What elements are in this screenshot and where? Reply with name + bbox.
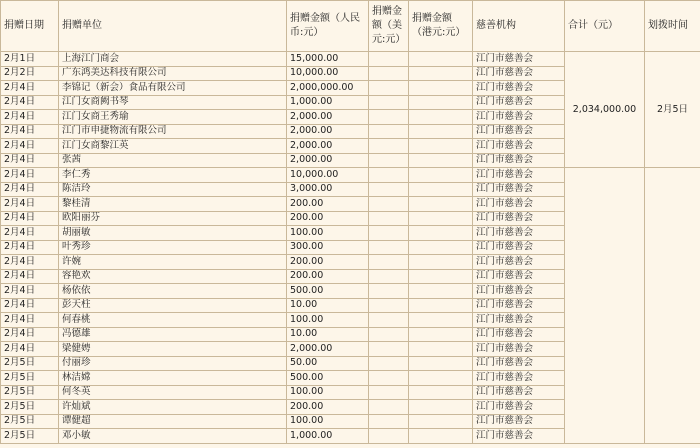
- cell-rmb: 2,000,000.00: [287, 81, 369, 96]
- cell-usd: [369, 342, 409, 357]
- cell-usd: [369, 52, 409, 67]
- cell-donor: 冯德雄: [59, 327, 287, 342]
- cell-org: 江门市慈善会: [473, 124, 565, 139]
- cell-donor: 许婉: [59, 255, 287, 270]
- cell-rmb: 3,000.00: [287, 182, 369, 197]
- cell-usd: [369, 371, 409, 386]
- cell-hkd: [409, 81, 473, 96]
- cell-rmb: 100.00: [287, 313, 369, 328]
- cell-hkd: [409, 414, 473, 429]
- cell-hkd: [409, 327, 473, 342]
- cell-usd: [369, 284, 409, 299]
- cell-hkd: [409, 211, 473, 226]
- cell-org: 江门市慈善会: [473, 327, 565, 342]
- cell-usd: [369, 313, 409, 328]
- cell-org: 江门市慈善会: [473, 414, 565, 429]
- cell-date: 2月5日: [1, 429, 59, 444]
- cell-org: 江门市慈善会: [473, 66, 565, 81]
- cell-date: 2月4日: [1, 153, 59, 168]
- cell-org: 江门市慈善会: [473, 110, 565, 125]
- cell-donor: 陈洁玲: [59, 182, 287, 197]
- cell-org: 江门市慈善会: [473, 298, 565, 313]
- cell-donor: 黎桂清: [59, 197, 287, 212]
- cell-date: 2月4日: [1, 313, 59, 328]
- cell-usd: [369, 95, 409, 110]
- cell-date: 2月4日: [1, 284, 59, 299]
- cell-donor: 彭天柱: [59, 298, 287, 313]
- header-total: 合计（元）: [565, 1, 645, 52]
- cell-donor: 容艳欢: [59, 269, 287, 284]
- cell-rmb: 200.00: [287, 255, 369, 270]
- cell-date: 2月4日: [1, 211, 59, 226]
- cell-date: 2月4日: [1, 168, 59, 183]
- cell-usd: [369, 139, 409, 154]
- cell-rmb: 100.00: [287, 385, 369, 400]
- cell-donor: 胡丽敏: [59, 226, 287, 241]
- cell-org: 江门市慈善会: [473, 255, 565, 270]
- cell-hkd: [409, 400, 473, 415]
- cell-date: 2月4日: [1, 269, 59, 284]
- header-donor: 捐赠单位: [59, 1, 287, 52]
- cell-hkd: [409, 298, 473, 313]
- cell-usd: [369, 356, 409, 371]
- cell-org: 江门市慈善会: [473, 139, 565, 154]
- cell-usd: [369, 400, 409, 415]
- cell-hkd: [409, 197, 473, 212]
- cell-date: 2月5日: [1, 414, 59, 429]
- header-hkd: 捐赠金额（港元:元）: [409, 1, 473, 52]
- cell-donor: 江门市申捷物流有限公司: [59, 124, 287, 139]
- cell-org: 江门市慈善会: [473, 153, 565, 168]
- table-row: [1, 52, 700, 67]
- header-rmb: 捐赠金额（人民币:元）: [287, 1, 369, 52]
- cell-usd: [369, 168, 409, 183]
- cell-usd: [369, 153, 409, 168]
- cell-org: 江门市慈善会: [473, 95, 565, 110]
- cell-usd: [369, 414, 409, 429]
- cell-org: 江门市慈善会: [473, 226, 565, 241]
- cell-org: 江门市慈善会: [473, 385, 565, 400]
- cell-date: 2月4日: [1, 255, 59, 270]
- cell-donor: 欧阳丽芬: [59, 211, 287, 226]
- cell-date: 2月5日: [1, 356, 59, 371]
- cell-rmb: 2,000.00: [287, 139, 369, 154]
- cell-org: 江门市慈善会: [473, 313, 565, 328]
- cell-usd: [369, 211, 409, 226]
- cell-donor: 上海江门商会: [59, 52, 287, 67]
- cell-rmb: 10,000.00: [287, 168, 369, 183]
- cell-hkd: [409, 313, 473, 328]
- cell-date: 2月1日: [1, 52, 59, 67]
- cell-date: 2月4日: [1, 110, 59, 125]
- cell-date: 2月4日: [1, 197, 59, 212]
- cell-org: 江门市慈善会: [473, 342, 565, 357]
- cell-hkd: [409, 371, 473, 386]
- cell-rmb: 1,000.00: [287, 429, 369, 444]
- cell-rmb: 15,000.00: [287, 52, 369, 67]
- cell-usd: [369, 81, 409, 96]
- header-org: 慈善机构: [473, 1, 565, 52]
- cell-date: 2月4日: [1, 139, 59, 154]
- cell-rmb: 100.00: [287, 226, 369, 241]
- cell-donor: 江门女商黎江英: [59, 139, 287, 154]
- cell-date: 2月5日: [1, 371, 59, 386]
- cell-rmb: 500.00: [287, 284, 369, 299]
- cell-hkd: [409, 153, 473, 168]
- cell-rmb: 10,000.00: [287, 66, 369, 81]
- cell-date: 2月4日: [1, 81, 59, 96]
- cell-donor: 江门女商阙书琴: [59, 95, 287, 110]
- cell-hkd: [409, 385, 473, 400]
- cell-usd: [369, 429, 409, 444]
- table-body: [1, 52, 700, 444]
- cell-rmb: 200.00: [287, 211, 369, 226]
- cell-donor: 何冬英: [59, 385, 287, 400]
- cell-donor: 江门女商王秀瑜: [59, 110, 287, 125]
- cell-rmb: 2,000.00: [287, 342, 369, 357]
- cell-usd: [369, 226, 409, 241]
- cell-usd: [369, 298, 409, 313]
- cell-rmb: 200.00: [287, 400, 369, 415]
- cell-hkd: [409, 182, 473, 197]
- cell-hkd: [409, 110, 473, 125]
- cell-donor: 付丽珍: [59, 356, 287, 371]
- cell-hkd: [409, 269, 473, 284]
- cell-date: 2月4日: [1, 95, 59, 110]
- cell-date: 2月2日: [1, 66, 59, 81]
- cell-donor: 叶秀珍: [59, 240, 287, 255]
- summary-total: 2,034,000.00: [565, 52, 645, 168]
- cell-date: 2月5日: [1, 385, 59, 400]
- cell-usd: [369, 197, 409, 212]
- cell-hkd: [409, 95, 473, 110]
- cell-usd: [369, 124, 409, 139]
- cell-donor: 李仁秀: [59, 168, 287, 183]
- cell-hkd: [409, 168, 473, 183]
- cell-date: 2月4日: [1, 226, 59, 241]
- cell-hkd: [409, 226, 473, 241]
- cell-date: 2月4日: [1, 182, 59, 197]
- table-row: [1, 168, 700, 183]
- cell-hkd: [409, 66, 473, 81]
- cell-rmb: 10.00: [287, 327, 369, 342]
- cell-rmb: 500.00: [287, 371, 369, 386]
- cell-rmb: 1,000.00: [287, 95, 369, 110]
- cell-org: 江门市慈善会: [473, 211, 565, 226]
- cell-hkd: [409, 52, 473, 67]
- cell-donor: 广东鸿美达科技有限公司: [59, 66, 287, 81]
- cell-org: 江门市慈善会: [473, 371, 565, 386]
- header-allocation: 划拨时间: [645, 1, 700, 52]
- cell-org: 江门市慈善会: [473, 81, 565, 96]
- cell-donor: 邓小敏: [59, 429, 287, 444]
- cell-date: 2月4日: [1, 298, 59, 313]
- cell-rmb: 200.00: [287, 197, 369, 212]
- summary-allocation-date: 2月5日: [645, 52, 700, 168]
- cell-donor: 林洁嫦: [59, 371, 287, 386]
- empty-total-cell: [565, 168, 645, 444]
- header-date: 捐赠日期: [1, 1, 59, 52]
- cell-date: 2月5日: [1, 400, 59, 415]
- cell-rmb: 10.00: [287, 298, 369, 313]
- header-row: [1, 1, 700, 52]
- cell-date: 2月4日: [1, 342, 59, 357]
- cell-org: 江门市慈善会: [473, 240, 565, 255]
- cell-org: 江门市慈善会: [473, 168, 565, 183]
- cell-hkd: [409, 240, 473, 255]
- cell-usd: [369, 385, 409, 400]
- cell-date: 2月4日: [1, 240, 59, 255]
- cell-usd: [369, 110, 409, 125]
- cell-rmb: 2,000.00: [287, 124, 369, 139]
- cell-usd: [369, 327, 409, 342]
- cell-org: 江门市慈善会: [473, 356, 565, 371]
- cell-hkd: [409, 124, 473, 139]
- cell-org: 江门市慈善会: [473, 197, 565, 212]
- cell-org: 江门市慈善会: [473, 284, 565, 299]
- cell-hkd: [409, 342, 473, 357]
- cell-org: 江门市慈善会: [473, 52, 565, 67]
- cell-donor: 张茜: [59, 153, 287, 168]
- cell-usd: [369, 269, 409, 284]
- cell-usd: [369, 66, 409, 81]
- empty-allocation-cell: [645, 168, 700, 444]
- cell-rmb: 2,000.00: [287, 153, 369, 168]
- cell-donor: 梁健娉: [59, 342, 287, 357]
- cell-rmb: 50.00: [287, 356, 369, 371]
- cell-hkd: [409, 139, 473, 154]
- cell-usd: [369, 240, 409, 255]
- cell-hkd: [409, 284, 473, 299]
- cell-donor: 何春桃: [59, 313, 287, 328]
- cell-date: 2月4日: [1, 327, 59, 342]
- cell-rmb: 2,000.00: [287, 110, 369, 125]
- cell-donor: 谭健超: [59, 414, 287, 429]
- cell-usd: [369, 182, 409, 197]
- cell-hkd: [409, 356, 473, 371]
- cell-donor: 许灿斌: [59, 400, 287, 415]
- cell-hkd: [409, 429, 473, 444]
- cell-date: 2月4日: [1, 124, 59, 139]
- cell-org: 江门市慈善会: [473, 182, 565, 197]
- header-usd: 捐赠金额（美元:元）: [369, 1, 409, 52]
- cell-donor: 李锦记（新会）食品有限公司: [59, 81, 287, 96]
- cell-rmb: 300.00: [287, 240, 369, 255]
- cell-usd: [369, 255, 409, 270]
- cell-rmb: 100.00: [287, 414, 369, 429]
- cell-donor: 杨依依: [59, 284, 287, 299]
- cell-org: 江门市慈善会: [473, 269, 565, 284]
- cell-rmb: 200.00: [287, 269, 369, 284]
- cell-org: 江门市慈善会: [473, 400, 565, 415]
- cell-org: 江门市慈善会: [473, 429, 565, 444]
- cell-hkd: [409, 255, 473, 270]
